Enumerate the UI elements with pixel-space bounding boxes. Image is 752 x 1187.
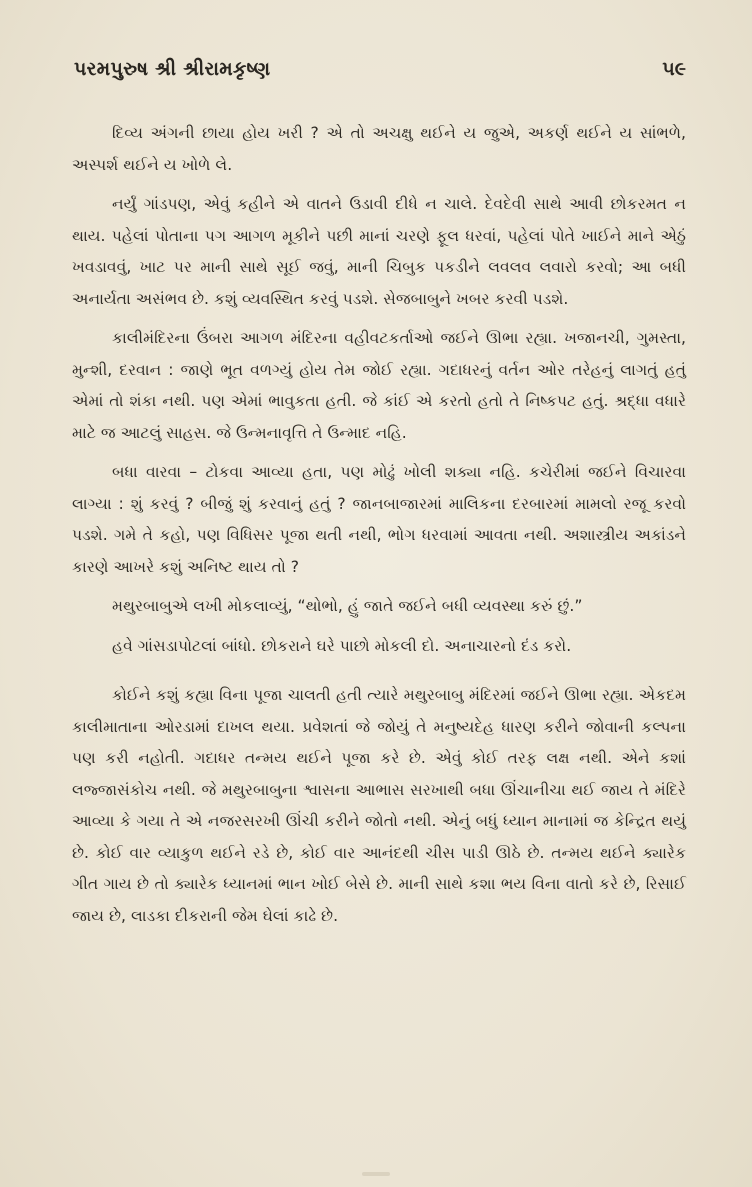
print-smudge [362,1172,390,1176]
paragraph-1: દિવ્ય અંગની છાયા હોય ખરી ? એ તો અચક્ષુ થઈને ય જુએ, અકર્ણ થઈને ય સાંભળે, અસ્પર્શ થઈને ય ખોળે લે. [72,124,686,174]
paragraph-6: હવે ગાંસડાપોટલાં બાંધો. છોકરાને ઘરે પાછો મોકલી દો. અનાચારનો દંડ કરો. [112,636,572,655]
paragraph-5: મથુરબાબુએ લખી મોકલાવ્યું, “થોભો, હું જાતે જઈને બધી વ્યવસ્થા કરું છું.” [112,597,583,615]
paragraph-7: કોઈને કશું કહ્યા વિના પૂજા ચાલતી હતી ત્યારે મથુરબાબુ મંદિરમાં જઈને ઊભા રહ્યા. એકદમ કાલીમાતાના ઓરડામાં દાખલ થયા. પ્રવેશતાં જે જોયું તે મનુષ્યદેહ ધારણ કરીને જોવાની કલ્પના પણ કરી નહોતી. ગદાધર તન્મય થઈને પૂજા કરે છે. એવું કોઈ તરફ લક્ષ નથી. એને કશાં લજ્જાસંકોચ નથી. જે મથુરબાબુના શ્વાસના આભાસ સરખાથી બધા ઊંચાનીચા થઈ જાય તે મંદિરે આવ્યા કે ગયા તે એ નજરસરખી ઊંચી કરીને જોતો નથી. એનું બધું ધ્યાન માનામાં જ કેન્દ્રિત થયું છે. કોઈ વાર વ્યાકુળ થઈને રડે છે, કોઈ વાર આનંદથી ચીસ પાડી ઊઠે છે. તન્મય થઈને ક્યારેક ગીત ગાય છે તો ક્યારેક ધ્યાનમાં ભાન ખોઈ બેસે છે. માની સાથે કશા ભય વિના વાતો કરે છે, રિસાઈ જાય છે, લાડકા દીકરાની જેમ ઘેલાં કાઢે છે. [72,686,686,925]
page-number: ૫૯ [662,58,686,80]
page-header [72,58,686,80]
paragraph-3: કાલીમંદિરના ઉંબરા આગળ મંદિરના વહીવટકર્તાઓ જઈને ઊભા રહ્યા. ખજાનચી, ગુમસ્તા, મુન્શી, દરવાન : જાણે ભૂત વળગ્યું હોય તેમ જોઈ રહ્યા. ગદાધરનું વર્તન ઓર તરેહનું લાગતું હતું એમાં તો શંકા નથી. પણ એમાં ભાવુકતા હતી. જે કાંઈ એ કરતો હતો તે નિષ્કપટ હતું. શ્રદ્ધા વધારે માટે જ આટલું સાહસ. જે ઉન્મનાવૃત્તિ તે ઉન્માદ નહિ. [72,329,686,442]
body-text [72,118,686,932]
paragraph-2: નર્યું ગાંડપણ, એવું કહીને એ વાતને ઉડાવી દીધે ન ચાલે. દેવદેવી સાથે આવી છોકરમત ન થાય. પહેલાં પોતાના પગ આગળ મૂકીને પછી માનાં ચરણે ફૂલ ધરવાં, પહેલાં પોતે ખાઈને માને એઠું ખવડાવવું, ખાટ પર માની સાથે સૂઈ જવું, માની ચિબુક પકડીને લવલવ લવારો કરવો; આ બધી અનાર્યતા અસંભવ છે. કશું વ્યવસ્થિત કરવું પડશે. સેજબાબુને ખબર કરવી પડશે. [72,195,686,308]
running-title: પરમપુરુષ શ્રી શ્રીરામકૃષ્ણ [74,58,271,80]
paragraph-4: બધા વારવા – ટોકવા આવ્યા હતા, પણ મોઢું ખોલી શક્યા નહિ. કચેરીમાં જઈને વિચારવા લાગ્યા : શું કરવું ? બીજું શું કરવાનું હતું ? જાનબાજારમાં માલિકના દરબારમાં મામલો રજૂ કરવો પડશે. ગમે તે કહો, પણ વિધિસર પૂજા થતી નથી, ભોગ ધરવામાં આવતા નથી. અશાસ્ત્રીય અકાંડને કારણે આખરે કશું અનિષ્ટ થાય તો ? [72,463,686,576]
